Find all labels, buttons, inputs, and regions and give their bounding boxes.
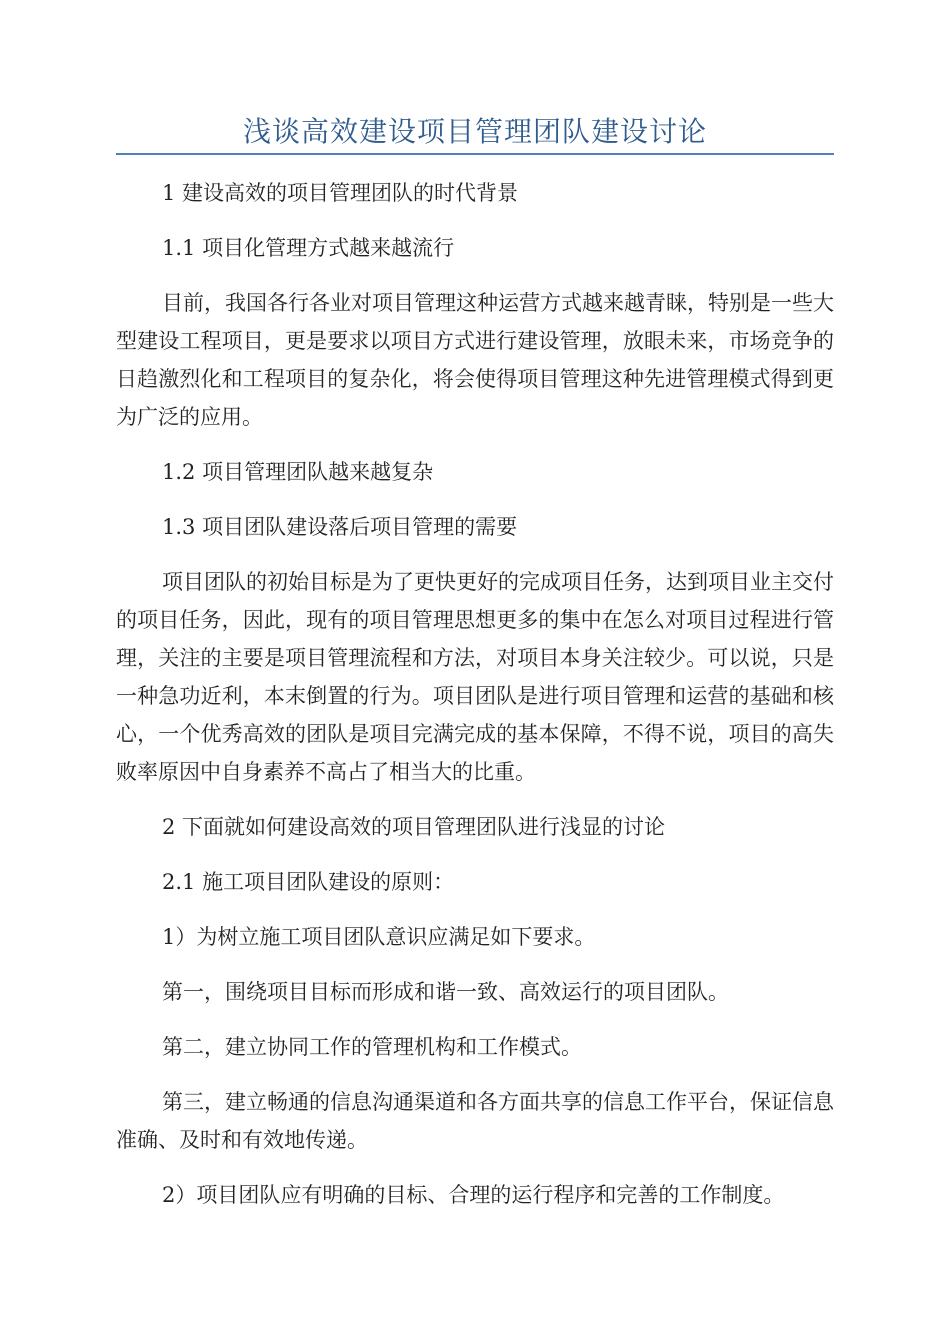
heading-2: 2 下面就如何建设高效的项目管理团队进行浅显的讨论 [162,815,666,839]
list-item: 第一，围绕项目目标而形成和谐一致、高效运行的项目团队。 [162,980,729,1004]
title-underline [116,153,834,155]
list-item: 2）项目团队应有明确的目标、合理的运行程序和完善的工作制度。 [162,1183,785,1207]
heading-2-1: 2.1 施工项目团队建设的原则： [162,870,455,894]
list-item: 第三，建立畅通的信息沟通渠道和各方面共享的信息工作平台，保证信息准确、及时和有效地传递。 [116,1090,834,1152]
paragraph: 项目团队的初始目标是为了更快更好的完成项目任务，达到项目业主交付的项目任务，因此，现有的项目管理思想更多的集中在怎么对项目过程进行管理，关注的主要是项目管理流程和方法，对项目本身关注较少。可以说，只是一种急功近利，本末倒置的行为。项目团队是进行项目管理和运营的基础和核心，一个优秀高效的团队是项目完满完成的基本保障，不得不说，项目的高失败率原因中自身素养不高占了相当大的比重。 [116,570,834,784]
document-body [116,174,834,1214]
heading-1: 1 建设高效的项目管理团队的时代背景 [162,181,519,205]
paragraph: 目前，我国各行各业对项目管理这种运营方式越来越青睐，特别是一些大型建设工程项目，更是要求以项目方式进行建设管理，放眼未来，市场竞争的日趋激烈化和工程项目的复杂化，将会使得项目管理这种先进管理模式得到更为广泛的应用。 [116,291,834,429]
list-item: 第二，建立协同工作的管理机构和工作模式。 [162,1035,582,1059]
heading-1-3: 1.3 项目团队建设落后项目管理的需要 [162,515,518,539]
list-item: 1）为树立施工项目团队意识应满足如下要求。 [162,925,596,949]
document-title: 浅谈高效建设项目管理团队建设讨论 [242,115,707,148]
heading-1-1: 1.1 项目化管理方式越来越流行 [162,236,455,260]
heading-1-2: 1.2 项目管理团队越来越复杂 [162,460,434,484]
